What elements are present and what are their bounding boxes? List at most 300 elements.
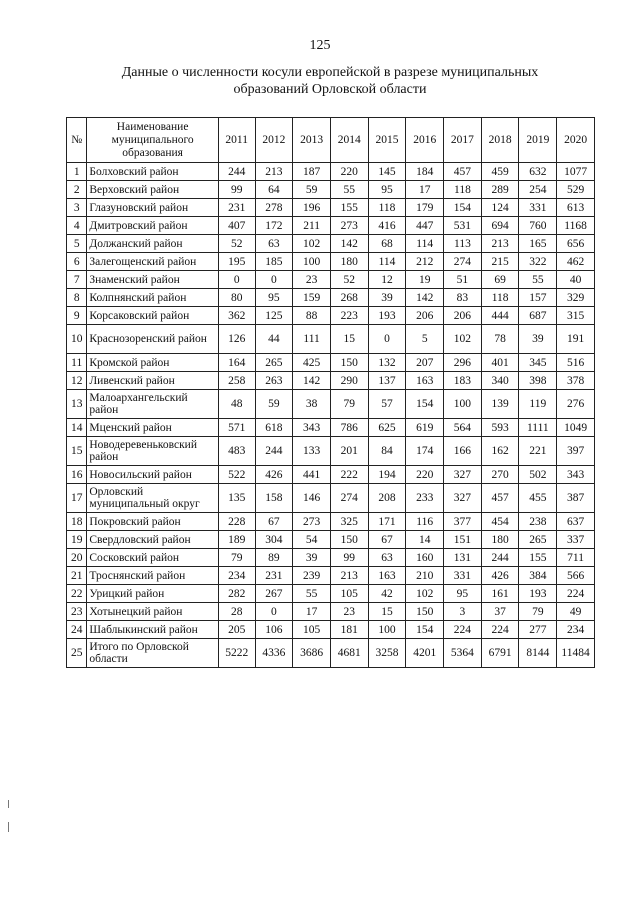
- population-value: 213: [255, 163, 293, 181]
- header-name: Наименование муниципального образования: [87, 118, 218, 163]
- population-value: 150: [406, 603, 444, 621]
- municipality-name: Глазуновский район: [87, 199, 218, 217]
- population-value: 88: [293, 307, 331, 325]
- row-number: 11: [67, 354, 87, 372]
- population-value: 265: [255, 354, 293, 372]
- population-value: 51: [444, 271, 482, 289]
- population-value: 38: [293, 390, 331, 419]
- population-value: 181: [330, 621, 368, 639]
- population-value: 220: [330, 163, 368, 181]
- population-value: 142: [293, 372, 331, 390]
- population-value: 15: [368, 603, 406, 621]
- population-value: 179: [406, 199, 444, 217]
- population-value: 8144: [519, 639, 557, 668]
- population-value: 118: [444, 181, 482, 199]
- row-number: 20: [67, 549, 87, 567]
- municipality-name: Кромской район: [87, 354, 218, 372]
- population-value: 694: [481, 217, 519, 235]
- municipality-name: Должанский район: [87, 235, 218, 253]
- population-value: 325: [330, 513, 368, 531]
- population-value: 223: [330, 307, 368, 325]
- header-year: 2016: [406, 118, 444, 163]
- population-value: 516: [557, 354, 595, 372]
- population-value: 185: [255, 253, 293, 271]
- header-year: 2014: [330, 118, 368, 163]
- population-value: 244: [218, 163, 255, 181]
- table-body: [67, 163, 595, 668]
- population-value: 426: [255, 466, 293, 484]
- header-year: 2011: [218, 118, 255, 163]
- table-row: [67, 639, 595, 668]
- row-number: 2: [67, 181, 87, 199]
- population-value: 656: [557, 235, 595, 253]
- population-value: 304: [255, 531, 293, 549]
- municipality-name: Мценский район: [87, 419, 218, 437]
- margin-mark: [8, 800, 9, 808]
- row-number: 6: [67, 253, 87, 271]
- population-value: 425: [293, 354, 331, 372]
- population-value: 278: [255, 199, 293, 217]
- population-value: 154: [444, 199, 482, 217]
- population-value: 201: [330, 437, 368, 466]
- population-value: 161: [481, 585, 519, 603]
- population-value: 416: [368, 217, 406, 235]
- population-value: 55: [519, 271, 557, 289]
- population-value: 12: [368, 271, 406, 289]
- population-value: 441: [293, 466, 331, 484]
- population-value: 184: [406, 163, 444, 181]
- population-value: 426: [481, 567, 519, 585]
- table-row: [67, 549, 595, 567]
- population-value: 150: [330, 531, 368, 549]
- population-value: 238: [519, 513, 557, 531]
- population-value: 39: [368, 289, 406, 307]
- table-row: [67, 466, 595, 484]
- municipality-name: Хотынецкий район: [87, 603, 218, 621]
- population-value: 79: [519, 603, 557, 621]
- population-value: 760: [519, 217, 557, 235]
- population-value: 196: [293, 199, 331, 217]
- row-number: 3: [67, 199, 87, 217]
- population-value: 159: [293, 289, 331, 307]
- municipality-name: Орловский муниципальный округ: [87, 484, 218, 513]
- population-value: 220: [406, 466, 444, 484]
- population-value: 95: [444, 585, 482, 603]
- population-value: 502: [519, 466, 557, 484]
- population-value: 593: [481, 419, 519, 437]
- row-number: 21: [67, 567, 87, 585]
- population-value: 165: [519, 235, 557, 253]
- population-value: 114: [406, 235, 444, 253]
- population-value: 52: [330, 271, 368, 289]
- population-value: 613: [557, 199, 595, 217]
- table-row: [67, 531, 595, 549]
- population-value: 331: [519, 199, 557, 217]
- row-number: 1: [67, 163, 87, 181]
- table-row: [67, 325, 595, 354]
- population-value: 155: [330, 199, 368, 217]
- municipality-name: Свердловский район: [87, 531, 218, 549]
- population-value: 5222: [218, 639, 255, 668]
- header-year: 2012: [255, 118, 293, 163]
- population-value: 132: [368, 354, 406, 372]
- population-value: 189: [218, 531, 255, 549]
- population-value: 52: [218, 235, 255, 253]
- population-value: 343: [293, 419, 331, 437]
- population-value: 37: [481, 603, 519, 621]
- population-value: 64: [255, 181, 293, 199]
- table-row: [67, 217, 595, 235]
- header-year: 2015: [368, 118, 406, 163]
- population-value: 163: [406, 372, 444, 390]
- population-value: 63: [368, 549, 406, 567]
- population-value: 105: [293, 621, 331, 639]
- population-value: 158: [255, 484, 293, 513]
- population-value: 157: [519, 289, 557, 307]
- population-value: 131: [444, 549, 482, 567]
- population-value: 151: [444, 531, 482, 549]
- population-value: 5: [406, 325, 444, 354]
- population-value: 239: [293, 567, 331, 585]
- population-value: 337: [557, 531, 595, 549]
- population-value: 378: [557, 372, 595, 390]
- row-number: 14: [67, 419, 87, 437]
- population-value: 273: [293, 513, 331, 531]
- municipality-name: Знаменский район: [87, 271, 218, 289]
- population-value: 23: [293, 271, 331, 289]
- population-value: 454: [481, 513, 519, 531]
- header-year: 2018: [481, 118, 519, 163]
- population-value: 224: [481, 621, 519, 639]
- population-value: 205: [218, 621, 255, 639]
- population-value: 23: [330, 603, 368, 621]
- population-value: 444: [481, 307, 519, 325]
- population-value: 322: [519, 253, 557, 271]
- population-value: 17: [406, 181, 444, 199]
- population-value: 11484: [557, 639, 595, 668]
- population-value: 387: [557, 484, 595, 513]
- population-value: 331: [444, 567, 482, 585]
- population-value: 407: [218, 217, 255, 235]
- population-value: 166: [444, 437, 482, 466]
- municipality-name: Новосильский район: [87, 466, 218, 484]
- table-row: [67, 289, 595, 307]
- population-value: 69: [481, 271, 519, 289]
- header-year: 2020: [557, 118, 595, 163]
- population-value: 63: [255, 235, 293, 253]
- population-value: 234: [218, 567, 255, 585]
- population-value: 210: [406, 567, 444, 585]
- population-value: 212: [406, 253, 444, 271]
- population-value: 618: [255, 419, 293, 437]
- row-number: 22: [67, 585, 87, 603]
- population-value: 95: [255, 289, 293, 307]
- population-value: 67: [255, 513, 293, 531]
- population-value: 222: [330, 466, 368, 484]
- population-value: 142: [330, 235, 368, 253]
- population-value: 234: [557, 621, 595, 639]
- population-value: 711: [557, 549, 595, 567]
- population-value: 68: [368, 235, 406, 253]
- population-value: 135: [218, 484, 255, 513]
- population-value: 191: [557, 325, 595, 354]
- population-value: 529: [557, 181, 595, 199]
- population-value: 282: [218, 585, 255, 603]
- population-value: 146: [293, 484, 331, 513]
- population-value: 3: [444, 603, 482, 621]
- population-value: 564: [444, 419, 482, 437]
- table-row: [67, 163, 595, 181]
- population-value: 79: [218, 549, 255, 567]
- population-value: 150: [330, 354, 368, 372]
- population-value: 224: [557, 585, 595, 603]
- population-value: 343: [557, 466, 595, 484]
- municipality-name: Корсаковский район: [87, 307, 218, 325]
- row-number: 17: [67, 484, 87, 513]
- population-value: 4201: [406, 639, 444, 668]
- population-value: 632: [519, 163, 557, 181]
- table-row: [67, 567, 595, 585]
- population-value: 164: [218, 354, 255, 372]
- population-value: 224: [444, 621, 482, 639]
- population-value: 327: [444, 484, 482, 513]
- population-value: 462: [557, 253, 595, 271]
- municipality-name: Залегощенский район: [87, 253, 218, 271]
- population-value: 124: [481, 199, 519, 217]
- population-value: 111: [293, 325, 331, 354]
- row-number: 5: [67, 235, 87, 253]
- population-value: 1168: [557, 217, 595, 235]
- title-line-1: Данные о численности косули европейской в разрезе муниципальных: [121, 65, 539, 80]
- population-value: 100: [293, 253, 331, 271]
- table-row: [67, 235, 595, 253]
- population-value: 171: [368, 513, 406, 531]
- municipality-name: Итого по Орловской области: [87, 639, 218, 668]
- table-row: [67, 271, 595, 289]
- population-value: 268: [330, 289, 368, 307]
- population-value: 258: [218, 372, 255, 390]
- population-value: 195: [218, 253, 255, 271]
- population-value: 0: [218, 271, 255, 289]
- population-value: 28: [218, 603, 255, 621]
- population-value: 3258: [368, 639, 406, 668]
- population-value: 59: [293, 181, 331, 199]
- population-value: 102: [406, 585, 444, 603]
- row-number: 12: [67, 372, 87, 390]
- header-row: [67, 118, 595, 163]
- population-value: 40: [557, 271, 595, 289]
- population-value: 0: [255, 271, 293, 289]
- population-value: 233: [406, 484, 444, 513]
- population-value: 277: [519, 621, 557, 639]
- population-value: 447: [406, 217, 444, 235]
- table-row: [67, 390, 595, 419]
- population-value: 276: [557, 390, 595, 419]
- population-value: 213: [330, 567, 368, 585]
- population-value: 95: [368, 181, 406, 199]
- population-value: 79: [330, 390, 368, 419]
- municipality-name: Урицкий район: [87, 585, 218, 603]
- population-value: 566: [557, 567, 595, 585]
- page-title: [40, 64, 620, 98]
- population-value: 42: [368, 585, 406, 603]
- municipality-name: Новодеревеньковский район: [87, 437, 218, 466]
- population-value: 100: [368, 621, 406, 639]
- population-value: 44: [255, 325, 293, 354]
- population-value: 228: [218, 513, 255, 531]
- population-value: 80: [218, 289, 255, 307]
- table-row: [67, 603, 595, 621]
- population-value: 4336: [255, 639, 293, 668]
- population-value: 119: [519, 390, 557, 419]
- population-value: 377: [444, 513, 482, 531]
- table-row: [67, 372, 595, 390]
- population-value: 455: [519, 484, 557, 513]
- population-value: 39: [519, 325, 557, 354]
- population-value: 273: [330, 217, 368, 235]
- population-value: 340: [481, 372, 519, 390]
- row-number: 15: [67, 437, 87, 466]
- population-value: 5364: [444, 639, 482, 668]
- population-value: 457: [444, 163, 482, 181]
- population-value: 142: [406, 289, 444, 307]
- population-value: 194: [368, 466, 406, 484]
- population-value: 57: [368, 390, 406, 419]
- population-value: 362: [218, 307, 255, 325]
- population-value: 154: [406, 390, 444, 419]
- population-value: 55: [330, 181, 368, 199]
- table-row: [67, 307, 595, 325]
- roe-deer-population-table: [66, 117, 595, 668]
- row-number: 18: [67, 513, 87, 531]
- population-value: 100: [444, 390, 482, 419]
- population-value: 126: [218, 325, 255, 354]
- population-value: 59: [255, 390, 293, 419]
- population-value: 154: [406, 621, 444, 639]
- table-row: [67, 253, 595, 271]
- table-row: [67, 437, 595, 466]
- population-value: 105: [330, 585, 368, 603]
- population-value: 619: [406, 419, 444, 437]
- table-row: [67, 419, 595, 437]
- table-row: [67, 513, 595, 531]
- population-value: 345: [519, 354, 557, 372]
- municipality-name: Дмитровский район: [87, 217, 218, 235]
- population-value: 206: [406, 307, 444, 325]
- population-value: 3686: [293, 639, 331, 668]
- table-row: [67, 181, 595, 199]
- municipality-name: Шаблыкинский район: [87, 621, 218, 639]
- population-value: 397: [557, 437, 595, 466]
- population-value: 15: [330, 325, 368, 354]
- municipality-name: Троснянский район: [87, 567, 218, 585]
- population-value: 6791: [481, 639, 519, 668]
- population-value: 457: [481, 484, 519, 513]
- population-value: 625: [368, 419, 406, 437]
- municipality-name: Покровский район: [87, 513, 218, 531]
- row-number: 13: [67, 390, 87, 419]
- row-number: 9: [67, 307, 87, 325]
- population-value: 289: [481, 181, 519, 199]
- table-row: [67, 354, 595, 372]
- population-value: 133: [293, 437, 331, 466]
- municipality-name: Краснозоренский район: [87, 325, 218, 354]
- population-value: 221: [519, 437, 557, 466]
- population-value: 571: [218, 419, 255, 437]
- population-value: 180: [330, 253, 368, 271]
- municipality-name: Ливенский район: [87, 372, 218, 390]
- population-value: 208: [368, 484, 406, 513]
- population-value: 145: [368, 163, 406, 181]
- population-value: 296: [444, 354, 482, 372]
- population-value: 116: [406, 513, 444, 531]
- row-number: 16: [67, 466, 87, 484]
- population-value: 99: [218, 181, 255, 199]
- population-value: 180: [481, 531, 519, 549]
- population-value: 193: [519, 585, 557, 603]
- population-value: 315: [557, 307, 595, 325]
- population-value: 55: [293, 585, 331, 603]
- population-value: 0: [255, 603, 293, 621]
- population-value: 329: [557, 289, 595, 307]
- municipality-name: Сосковский район: [87, 549, 218, 567]
- population-value: 172: [255, 217, 293, 235]
- population-value: 67: [368, 531, 406, 549]
- table-row: [67, 621, 595, 639]
- population-value: 637: [557, 513, 595, 531]
- population-value: 786: [330, 419, 368, 437]
- population-value: 231: [255, 567, 293, 585]
- population-value: 139: [481, 390, 519, 419]
- population-value: 687: [519, 307, 557, 325]
- population-value: 206: [444, 307, 482, 325]
- header-number: №: [67, 118, 87, 163]
- municipality-name: Колпнянский район: [87, 289, 218, 307]
- row-number: 7: [67, 271, 87, 289]
- municipality-name: Малоархангельский район: [87, 390, 218, 419]
- population-value: 118: [481, 289, 519, 307]
- population-value: 531: [444, 217, 482, 235]
- row-number: 24: [67, 621, 87, 639]
- population-value: 54: [293, 531, 331, 549]
- header-year: 2013: [293, 118, 331, 163]
- population-value: 106: [255, 621, 293, 639]
- population-value: 483: [218, 437, 255, 466]
- margin-mark: [8, 822, 9, 832]
- population-value: 401: [481, 354, 519, 372]
- population-value: 114: [368, 253, 406, 271]
- row-number: 4: [67, 217, 87, 235]
- population-value: 254: [519, 181, 557, 199]
- population-value: 193: [368, 307, 406, 325]
- municipality-name: Верховский район: [87, 181, 218, 199]
- population-value: 384: [519, 567, 557, 585]
- header-year: 2017: [444, 118, 482, 163]
- population-value: 244: [255, 437, 293, 466]
- population-value: 125: [255, 307, 293, 325]
- population-value: 48: [218, 390, 255, 419]
- population-value: 290: [330, 372, 368, 390]
- header-year: 2019: [519, 118, 557, 163]
- population-value: 102: [444, 325, 482, 354]
- population-value: 78: [481, 325, 519, 354]
- population-value: 102: [293, 235, 331, 253]
- population-value: 522: [218, 466, 255, 484]
- population-value: 215: [481, 253, 519, 271]
- population-value: 270: [481, 466, 519, 484]
- population-value: 84: [368, 437, 406, 466]
- population-value: 49: [557, 603, 595, 621]
